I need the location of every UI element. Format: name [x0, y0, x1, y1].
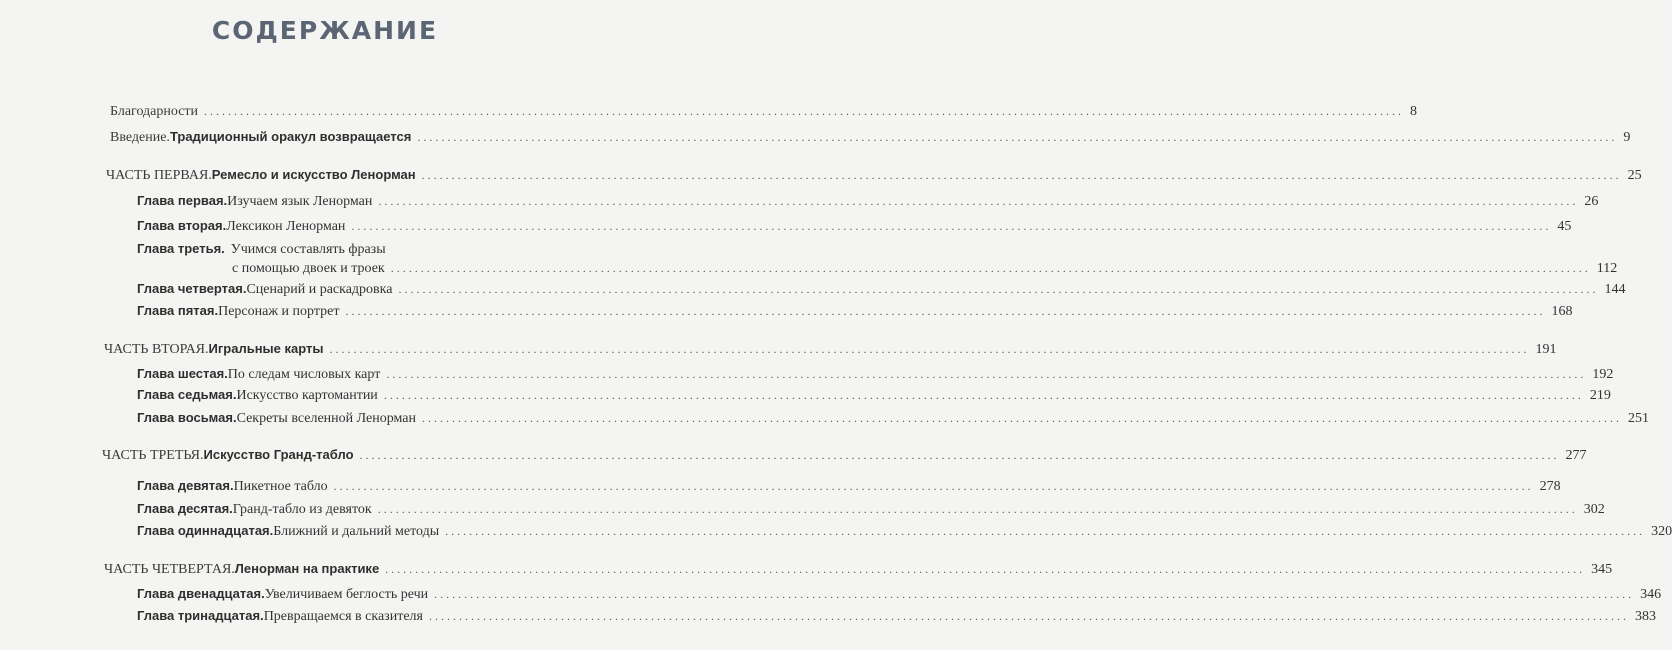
leader-dots: ........................................................................................................................................................................................................	[421, 168, 1622, 182]
page-number: 346	[1640, 587, 1662, 602]
leader-dots: ........................................................................................................................................................................................................	[377, 502, 1578, 516]
page-number: 112	[1596, 261, 1618, 276]
leader-dots: ........................................................................................................................................................................................................	[417, 130, 1618, 144]
entry-title: Ленорман на практике	[234, 561, 380, 576]
toc-entry-acknowledgements	[110, 102, 1418, 121]
toc-entry-chapter-10	[137, 500, 1605, 519]
page-number: 383	[1634, 609, 1656, 624]
entry-lead: Глава третья.	[137, 241, 225, 256]
toc-entry-part-1	[106, 166, 1642, 185]
entry-title: Лексикон Ленорман	[226, 219, 346, 234]
leader-dots: ........................................................................................................................................................................................................	[398, 282, 1599, 296]
entry-lead: Глава девятая.	[137, 478, 234, 493]
entry-lead: Благодарности	[110, 104, 199, 119]
page-number: 219	[1589, 388, 1611, 403]
entry-title: Сценарий и раскадровка	[246, 282, 393, 297]
page-title: СОДЕРЖАНИЕ	[211, 16, 439, 45]
page-number: 278	[1539, 479, 1561, 494]
page-number: 45	[1557, 219, 1572, 234]
entry-lead: ЧАСТЬ ПЕРВАЯ.	[106, 168, 212, 183]
entry-title: Увеличиваем беглость речи	[264, 587, 429, 602]
leader-dots: ........................................................................................................................................................................................................	[204, 104, 1405, 118]
entry-title: Ремесло и искусство Ленорман	[211, 167, 416, 182]
entry-lead: Глава пятая.	[137, 303, 219, 318]
page-number: 26	[1584, 194, 1599, 209]
leader-dots: ........................................................................................................................................................................................................	[351, 219, 1552, 233]
leader-dots: ........................................................................................................................................................................................................	[386, 367, 1587, 381]
entry-lead: Глава одиннадцатая.	[137, 523, 274, 538]
toc-entry-chapter-11	[137, 522, 1672, 541]
entry-title: Искусство картомантии	[236, 388, 378, 403]
entry-lead: Глава шестая.	[137, 366, 228, 381]
entry-lead: Глава четвертая.	[137, 281, 247, 296]
entry-lead: Глава седьмая.	[137, 387, 237, 402]
leader-dots: ........................................................................................................................................................................................................	[345, 304, 1546, 318]
page-number: 277	[1565, 448, 1587, 463]
toc-entry-chapter-3-continued	[232, 259, 1618, 278]
leader-dots: ........................................................................................................................................................................................................	[390, 261, 1591, 275]
entry-title: Искусство Гранд-табло	[203, 447, 354, 462]
toc-entry-chapter-9	[137, 477, 1561, 496]
entry-lead: Введение.	[110, 130, 170, 145]
entry-title: По следам числовых карт	[227, 367, 381, 382]
leader-dots: ........................................................................................................................................................................................................	[383, 388, 1584, 402]
toc-entry-introduction	[110, 128, 1631, 147]
leader-dots: ........................................................................................................................................................................................................	[422, 411, 1622, 425]
page-number: 144	[1604, 282, 1626, 297]
entry-title: Традиционный оракул возвращается	[169, 129, 412, 144]
toc-entry-chapter-2	[137, 217, 1572, 236]
entry-title: Гранд-табло из девяток	[232, 502, 372, 517]
entry-title: Ближний и дальний методы	[273, 524, 440, 539]
entry-lead: Глава восьмая.	[137, 410, 237, 425]
toc-entry-part-4	[104, 560, 1613, 579]
leader-dots: ........................................................................................................................................................................................................	[359, 448, 1560, 462]
entry-lead: ЧАСТЬ ТРЕТЬЯ.	[102, 448, 204, 463]
page-number: 192	[1592, 367, 1614, 382]
toc-entry-chapter-7	[137, 386, 1611, 405]
toc-entry-chapter-6	[137, 365, 1614, 384]
page-number: 320	[1651, 524, 1672, 539]
entry-lead: Глава первая.	[137, 193, 228, 208]
page-number: 302	[1583, 502, 1605, 517]
toc-entry-chapter-12	[137, 585, 1662, 604]
leader-dots: ........................................................................................................................................................................................................	[329, 342, 1530, 356]
toc-entry-chapter-5	[137, 302, 1573, 321]
entry-title: Пикетное табло	[233, 479, 328, 494]
leader-dots: ........................................................................................................................................................................................................	[385, 562, 1586, 576]
leader-dots: ........................................................................................................................................................................................................	[378, 194, 1579, 208]
entry-title-continued: с помощью двоек и троек	[232, 261, 385, 276]
toc-entry-part-3	[102, 446, 1587, 465]
page-number: 191	[1535, 342, 1557, 357]
entry-lead: Глава вторая.	[137, 218, 227, 233]
entry-lead: Глава двенадцатая.	[137, 586, 265, 601]
page-number: 251	[1628, 411, 1649, 426]
toc-entry-chapter-4	[137, 280, 1626, 299]
entry-title: Превращаемся в сказителя	[263, 609, 423, 624]
entry-lead: Глава тринадцатая.	[137, 608, 264, 623]
page-number: 345	[1591, 562, 1613, 577]
toc-entry-chapter-13	[137, 607, 1656, 626]
page-number: 9	[1623, 130, 1631, 145]
leader-dots: ........................................................................................................................................................................................................	[445, 524, 1646, 538]
leader-dots: ........................................................................................................................................................................................................	[333, 479, 1534, 493]
entry-title: Секреты вселенной Ленорман	[236, 411, 416, 426]
page-number: 168	[1551, 304, 1573, 319]
page-number: 25	[1627, 168, 1642, 183]
entry-lead: Глава десятая.	[137, 501, 233, 516]
entry-title: Учимся составлять фразы	[230, 242, 386, 257]
toc-entry-chapter-8	[137, 409, 1649, 428]
leader-dots: ........................................................................................................................................................................................................	[428, 609, 1629, 623]
page-number: 8	[1410, 104, 1418, 119]
entry-title: Игральные карты	[208, 341, 324, 356]
entry-lead: ЧАСТЬ ЧЕТВЕРТАЯ.	[104, 562, 235, 577]
leader-dots: ........................................................................................................................................................................................................	[434, 587, 1635, 601]
toc-entry-part-2	[104, 340, 1557, 359]
entry-lead: ЧАСТЬ ВТОРАЯ.	[104, 342, 209, 357]
entry-title: Персонаж и портрет	[218, 304, 340, 319]
toc-entry-chapter-1	[137, 192, 1599, 211]
entry-title: Изучаем язык Ленорман	[227, 194, 373, 209]
toc-entry-chapter-3	[137, 240, 570, 259]
